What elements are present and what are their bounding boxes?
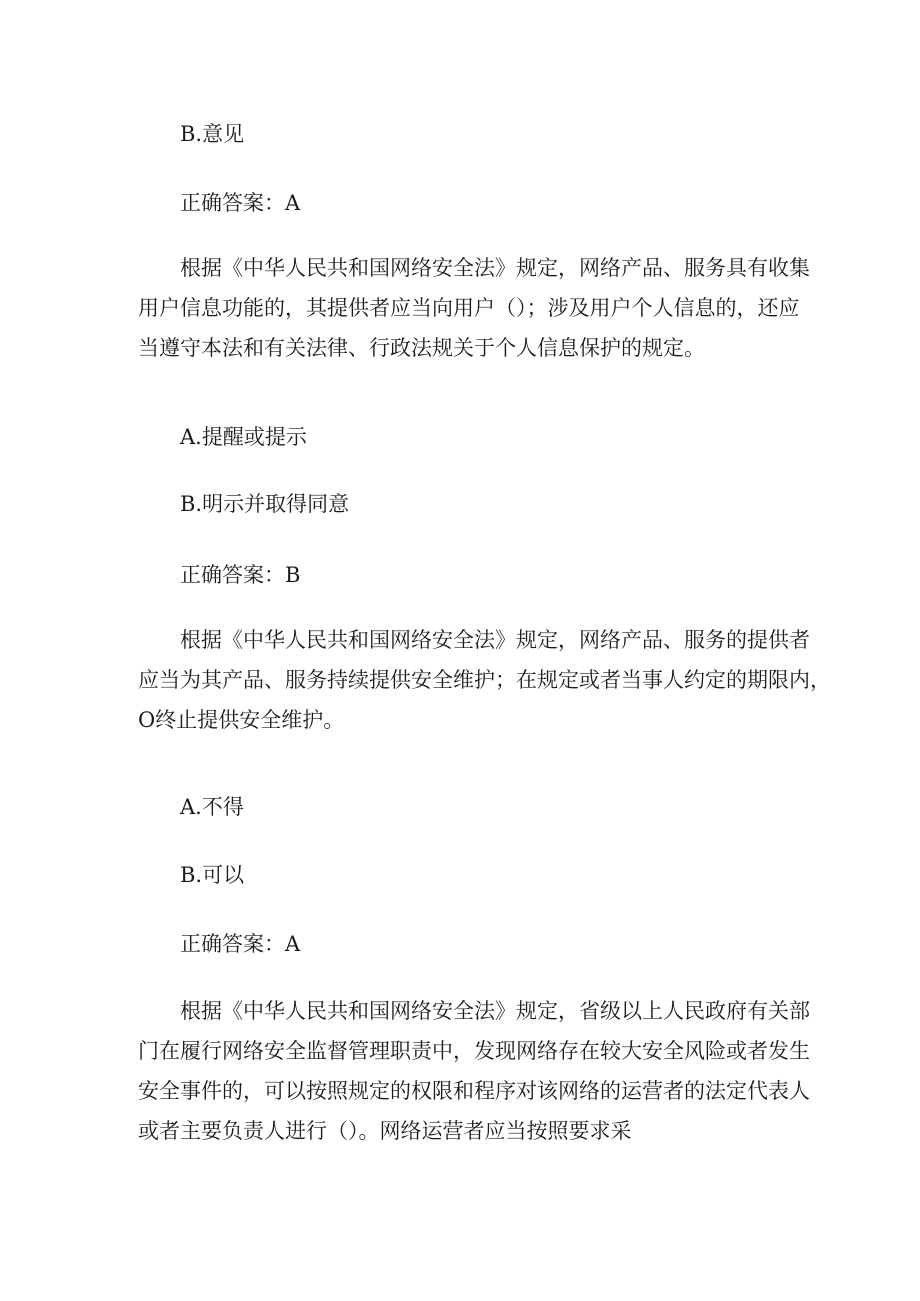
- correct-answer: 正确答案：A: [180, 191, 301, 215]
- question-line: 根据《中华人民共和国网络安全法》规定，网络产品、服务的提供者: [180, 628, 810, 652]
- correct-answer: 正确答案：B: [180, 563, 301, 587]
- option-b: B.明示并取得同意: [180, 492, 350, 516]
- question-line: O终止提供安全维护。: [138, 708, 345, 732]
- option-a: A.提醒或提示: [180, 425, 307, 449]
- question-line: 用户信息功能的，其提供者应当向用户（）；涉及用户个人信息的，还应: [138, 296, 800, 320]
- question-paragraph: [138, 248, 810, 368]
- question-line: 根据《中华人民共和国网络安全法》规定，省级以上人民政府有关部: [180, 999, 810, 1023]
- question-line: 当遵守本法和有关法律、行政法规关于个人信息保护的规定。: [138, 336, 705, 360]
- correct-answer: 正确答案：A: [180, 932, 301, 956]
- question-paragraph: [138, 620, 831, 740]
- option-b: B.可以: [180, 863, 245, 887]
- question-line: 应当为其产品、服务持续提供安全维护；在规定或者当事人约定的期限内，: [138, 668, 831, 692]
- question-paragraph: [138, 991, 810, 1151]
- question-line: 门在履行网络安全监督管理职责中，发现网络存在较大安全风险或者发生: [138, 1039, 810, 1063]
- question-line: 根据《中华人民共和国网络安全法》规定，网络产品、服务具有收集: [180, 256, 810, 280]
- question-line: 安全事件的，可以按照规定的权限和程序对该网络的运营者的法定代表人: [138, 1079, 810, 1103]
- option-b-opinion: B.意见: [180, 122, 245, 146]
- option-a: A.不得: [180, 795, 244, 819]
- question-line: 或者主要负责人进行（）。网络运营者应当按照要求采: [138, 1119, 632, 1143]
